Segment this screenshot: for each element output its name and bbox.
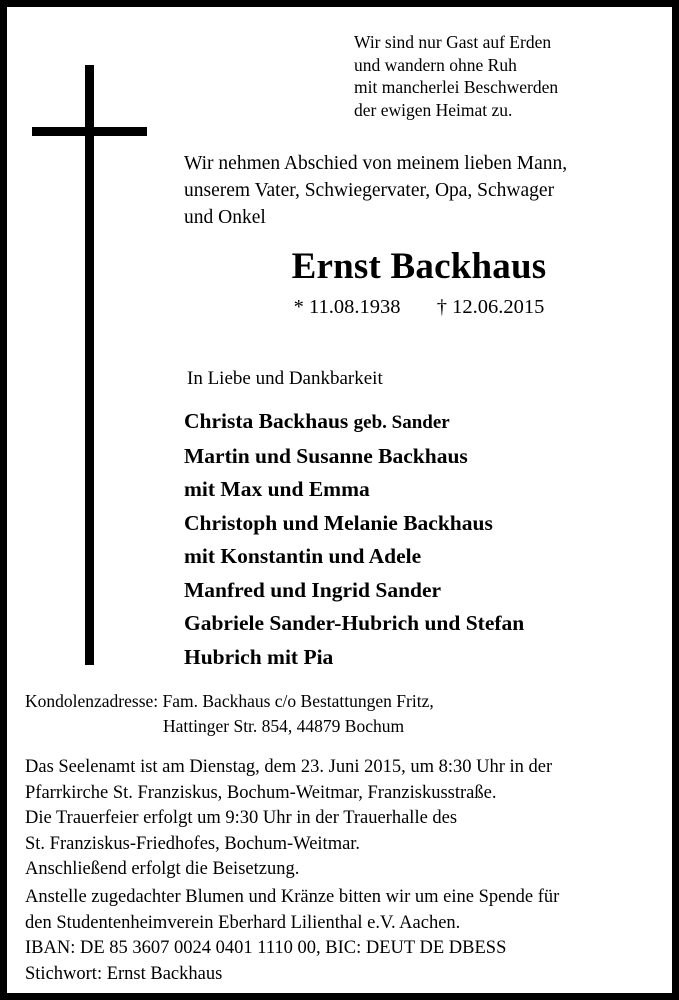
memorial-verse xyxy=(354,31,558,121)
service-line: Anschließend erfolgt die Beisetzung. xyxy=(25,859,300,879)
verse-line: mit mancherlei Beschwerden xyxy=(354,77,559,97)
service-line: Das Seelenamt ist am Dienstag, dem 23. Juni 2015, um 8:30 Uhr in der xyxy=(25,757,553,777)
survivor-qualifier: geb. Sander xyxy=(353,412,450,433)
condolence-address xyxy=(25,689,645,739)
survivor-line: Christoph und Melanie Backhaus xyxy=(184,510,493,535)
dedication-line: und Onkel xyxy=(184,207,266,228)
cross-vertical-bar xyxy=(85,65,94,665)
donation-reference: Stichwort: Ernst Backhaus xyxy=(25,963,223,984)
survivor-line: Gabriele Sander-Hubrich und Stefan xyxy=(184,611,525,635)
survivor-line: Manfred und Ingrid Sander xyxy=(184,577,442,602)
dedication-text xyxy=(184,150,664,231)
christian-cross-icon xyxy=(32,65,147,665)
verse-line: Wir sind nur Gast auf Erden xyxy=(354,32,552,52)
donation-details xyxy=(25,885,665,987)
condolence-line: Kondolenzadresse: Fam. Backhaus c/o Bestattungen Fritz, xyxy=(25,691,434,711)
birth-symbol: * xyxy=(293,296,304,318)
dedication-line: unserem Vater, Schwiegervater, Opa, Schwager xyxy=(184,180,555,201)
survivor-line: mit Max und Emma xyxy=(184,477,370,501)
survivors-list xyxy=(184,405,672,674)
death-symbol: † xyxy=(436,296,447,318)
service-line: Die Trauerfeier erfolgt um 9:30 Uhr in der Trauerhalle des xyxy=(25,808,458,828)
gratitude-text: In Liebe und Dankbarkeit xyxy=(187,368,383,389)
survivor-name: Christa Backhaus xyxy=(184,409,354,433)
survivor-line: mit Konstantin und Adele xyxy=(184,544,422,568)
service-line: Pfarrkirche St. Franziskus, Bochum-Weitmar, Franziskusstraße. xyxy=(25,782,497,803)
donation-iban: IBAN: DE 85 3607 0024 0401 1110 00, BIC: DEUT DE DBESS xyxy=(25,938,507,958)
deceased-name: Ernst Backhaus xyxy=(291,246,547,287)
survivor-line xyxy=(184,405,672,440)
condolence-line: Hattinger Str. 854, 44879 Bochum xyxy=(163,716,405,736)
birth-date: 11.08.1938 xyxy=(309,296,401,318)
survivor-line: Martin und Susanne Backhaus xyxy=(184,443,468,468)
dedication-line: Wir nehmen Abschied von meinem lieben Mann, xyxy=(184,153,568,174)
donation-line: den Studentenheimverein Eberhard Lilienthal e.V. Aachen. xyxy=(25,912,461,933)
verse-line: und wandern ohne Ruh xyxy=(354,54,517,75)
life-dates xyxy=(184,294,654,321)
cross-horizontal-bar xyxy=(32,127,147,136)
verse-line: der ewigen Heimat zu. xyxy=(354,99,513,120)
survivor-line: Hubrich mit Pia xyxy=(184,644,334,669)
service-line: St. Franziskus-Friedhofes, Bochum-Weitmar. xyxy=(25,833,361,854)
donation-line: Anstelle zugedachter Blumen und Kränze bitten wir um eine Spende für xyxy=(25,887,560,907)
obituary-content xyxy=(7,7,672,993)
deceased-name-block xyxy=(184,245,654,321)
death-date: 12.06.2015 xyxy=(452,296,545,318)
service-details xyxy=(25,755,665,883)
